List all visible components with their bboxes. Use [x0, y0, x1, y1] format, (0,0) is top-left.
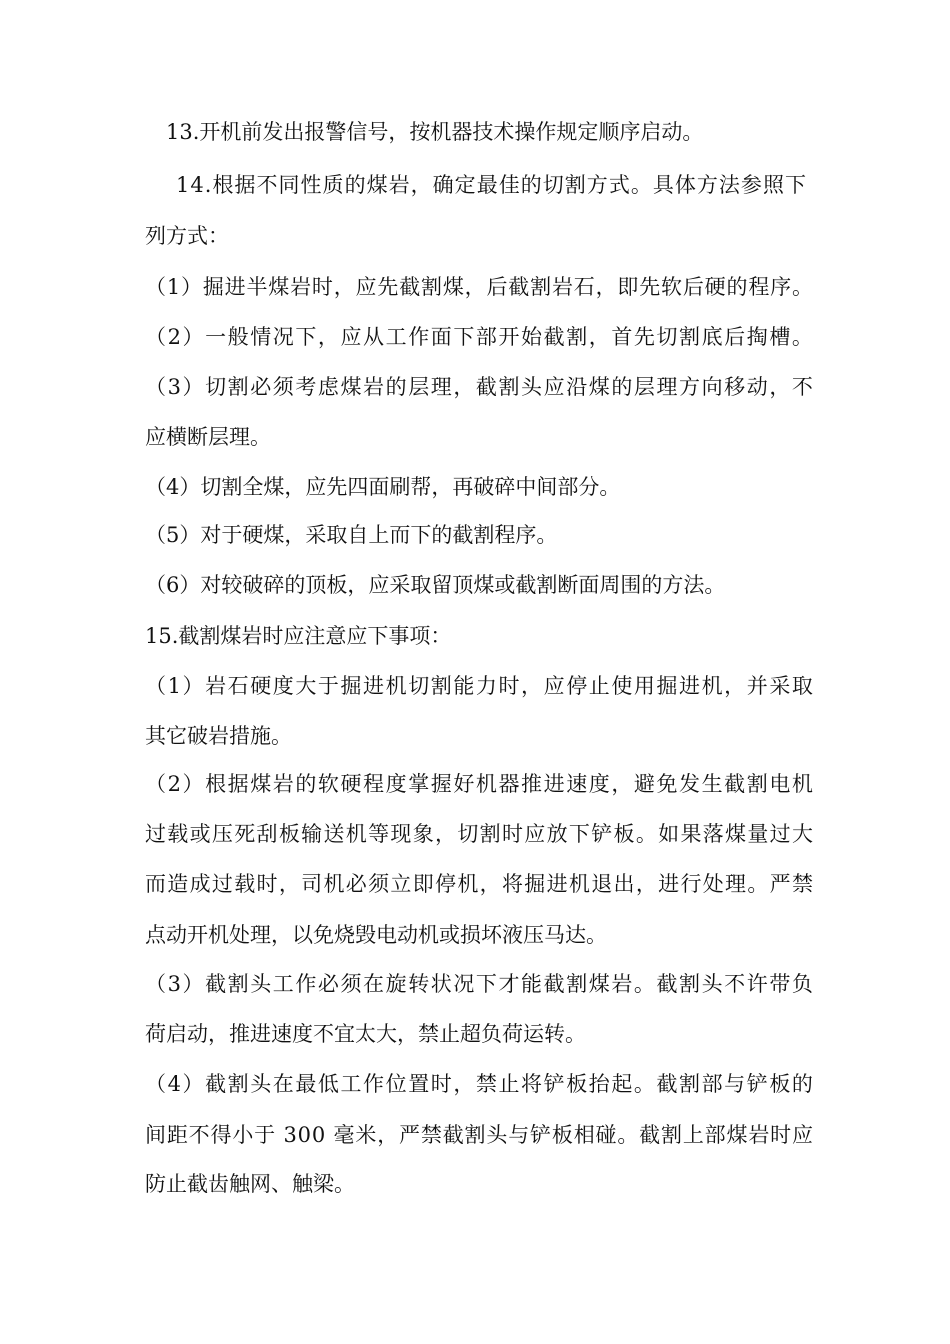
item-14-6: （6）对较破碎的顶板，应采取留顶煤或截割断面周围的方法。: [145, 573, 726, 597]
item-15-2-line-3: 而造成过载时，司机必须立即停机，将掘进机退出，进行处理。严禁: [145, 872, 815, 896]
item-15-4-line-3: 防止截齿触网、触梁。: [145, 1172, 355, 1196]
item-15-2-line-1: （2）根据煤岩的软硬程度掌握好机器推进速度，避免发生截割电机: [145, 772, 815, 796]
item-14-2: （2）一般情况下，应从工作面下部开始截割，首先切割底后掏槽。: [145, 325, 815, 349]
item-15-3-line-1: （3）截割头工作必须在旋转状况下才能截割煤岩。截割头不许带负: [145, 972, 815, 996]
item-14-5: （5）对于硬煤，采取自上而下的截割程序。: [145, 523, 558, 547]
item-14-3-line-2: 应横断层理。: [145, 425, 271, 449]
item-14-1: （1）掘进半煤岩时，应先截割煤，后截割岩石，即先软后硬的程序。: [145, 275, 814, 299]
item-15-4-line-2: 间距不得小于 300 毫米，严禁截割头与铲板相碰。截割上部煤岩时应: [145, 1123, 814, 1147]
item-13: 13.开机前发出报警信号，按机器技术操作规定顺序启动。: [166, 120, 704, 144]
item-15-2-line-2: 过载或压死刮板输送机等现象，切割时应放下铲板。如果落煤量过大: [145, 822, 815, 846]
item-15-1-line-2: 其它破岩措施。: [145, 724, 292, 748]
item-14-4: （4）切割全煤，应先四面刷帮，再破碎中间部分。: [145, 475, 621, 499]
item-14-line-2: 列方式：: [145, 224, 229, 248]
item-15-3-line-2: 荷启动，推进速度不宜太大，禁止超负荷运转。: [145, 1022, 586, 1046]
item-15: 15.截割煤岩时应注意应下事项：: [145, 624, 452, 648]
item-15-4-line-1: （4）截割头在最低工作位置时，禁止将铲板抬起。截割部与铲板的: [145, 1072, 815, 1096]
item-15-2-line-4: 点动开机处理，以免烧毁电动机或损坏液压马达。: [145, 923, 607, 947]
item-14-line-1: 14.根据不同性质的煤岩，确定最佳的切割方式。具体方法参照下: [176, 173, 807, 197]
item-15-1-line-1: （1）岩石硬度大于掘进机切割能力时，应停止使用掘进机，并采取: [145, 674, 815, 698]
item-14-3-line-1: （3）切割必须考虑煤岩的层理，截割头应沿煤的层理方向移动，不: [145, 375, 815, 399]
